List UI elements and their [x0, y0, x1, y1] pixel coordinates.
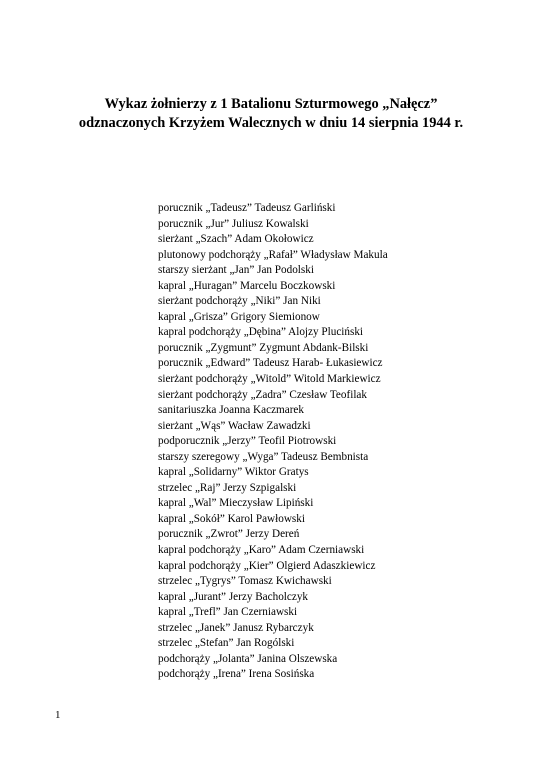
list-item: porucznik „Jur” Juliusz Kowalski [158, 217, 309, 230]
list-item: starszy szeregowy „Wyga” Tadeusz Bembnista [158, 450, 369, 463]
list-item: sierżant podchorąży „Niki” Jan Niki [158, 295, 321, 308]
list-item: kapral „Grisza” Grigory Siemionow [158, 310, 320, 323]
list-item: strzelec „Stefan” Jan Rogólski [158, 637, 295, 650]
list-item: strzelec „Raj” Jerzy Szpigalski [158, 481, 297, 494]
list-item: strzelec „Tygrys” Tomasz Kwichawski [158, 575, 332, 588]
list-item: kapral podchorąży „Karo” Adam Czerniawski [158, 544, 365, 557]
document-title [0, 95, 542, 133]
list-item: sanitariuszka Joanna Kaczmarek [158, 404, 304, 417]
list-item: plutonowy podchorąży „Rafał” Władysław Makula [158, 248, 388, 261]
list-item: kapral „Wal” Mieczysław Lipiński [158, 497, 314, 510]
list-item: kapral „Solidarny” Wiktor Gratys [158, 466, 309, 479]
page-number: 1 [55, 709, 61, 721]
list-item: kapral „Sokół” Karol Pawłowski [158, 512, 305, 525]
list-item: podporucznik „Jerzy” Teofil Piotrowski [158, 435, 337, 448]
list-item: kapral podchorąży „Dębina” Alojzy Pluciński [158, 326, 364, 339]
list-item: kapral podchorąży „Kier” Olgierd Adaszkiewicz [158, 559, 376, 572]
list-item: sierżant „Wąs” Wacław Zawadzki [158, 419, 311, 432]
list-item: strzelec „Janek” Janusz Rybarczyk [158, 621, 314, 634]
list-item: starszy sierżant „Jan” Jan Podolski [158, 264, 314, 277]
list-item: porucznik „Zwrot” Jerzy Dereń [158, 528, 300, 541]
list-item: sierżant podchorąży „Zadra” Czesław Teofilak [158, 388, 367, 401]
title-line-2: odznaczonych Krzyżem Walecznych w dniu 14 sierpnia 1944 r. [78, 115, 464, 131]
list-item: kapral „Trefl” Jan Czerniawski [158, 606, 298, 619]
list-item: podchorąży „Jolanta” Janina Olszewska [158, 652, 338, 665]
list-item: porucznik „Zygmunt” Zygmunt Abdank-Bilski [158, 341, 369, 354]
list-item: sierżant podchorąży „Witold” Witold Markiewicz [158, 373, 381, 386]
list-item: porucznik „Tadeusz” Tadeusz Garliński [158, 202, 336, 214]
list-item: porucznik „Edward” Tadeusz Harab- Łukasiewicz [158, 357, 383, 370]
list-item: podchorąży „Irena” Irena Sosińska [158, 668, 315, 681]
list-item: kapral „Huragan” Marcelu Boczkowski [158, 279, 336, 292]
list-item: sierżant „Szach” Adam Okołowicz [158, 233, 314, 246]
title-line-1: Wykaz żołnierzy z 1 Batalionu Szturmowego „Nałęcz” [104, 96, 438, 112]
decorated-soldiers-list [158, 201, 388, 683]
list-item: kapral „Jurant” Jerzy Bacholczyk [158, 590, 309, 603]
